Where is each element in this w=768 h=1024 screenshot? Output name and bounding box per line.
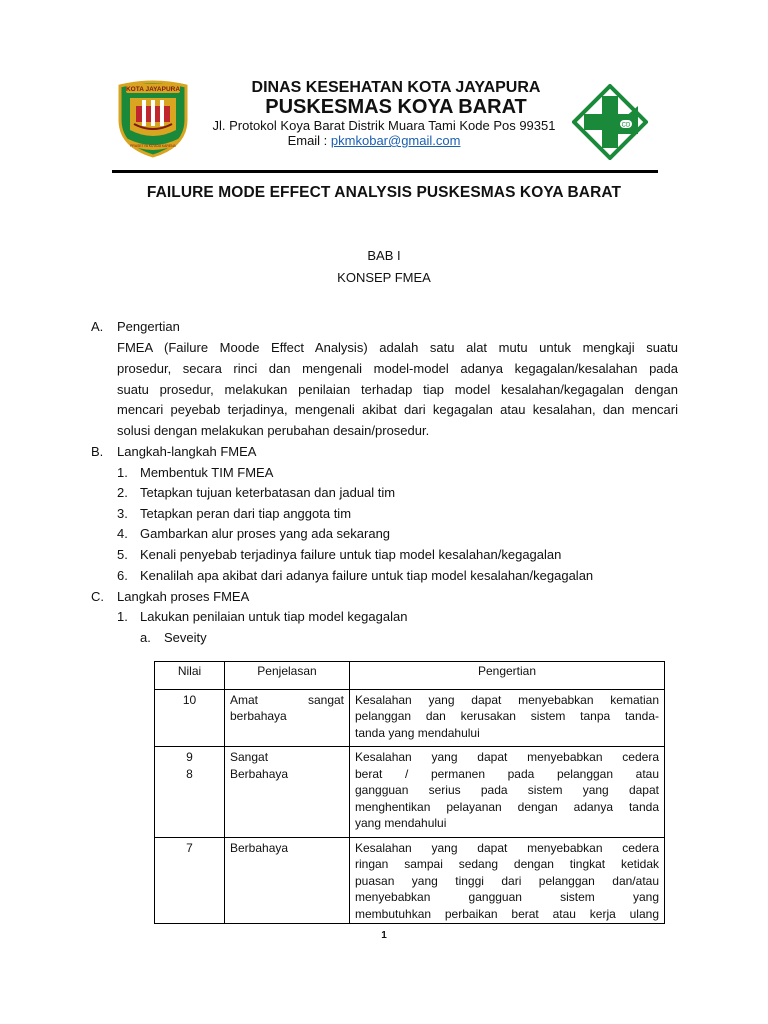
pengertian-cell [350,747,665,838]
section-a-heading: Pengertian [117,319,180,334]
cell-line: Berbahaya [230,766,289,781]
paragraph-line: prosedur, secara rinci dan mengenali model-model adanya kegagalan/kesalahan pada [117,361,678,376]
puskesmas-name: PUSKESMAS KOYA BARAT [265,96,527,118]
cell-line: menghentikan pelayanan dengan adanya tanda [355,799,659,814]
cell-line: membutuhkan perbaikan berat atau kerja ulang [355,906,659,921]
paragraph-line: FMEA (Failure Moode Effect Analysis) adalah satu alat mutu untuk mengkaji suatu [117,340,678,355]
cell-line: Sangat [230,750,269,764]
document-title: FAILURE MODE EFFECT ANALYSIS PUSKESMAS KOYA BARAT [146,184,622,201]
list-item: Tetapkan peran dari tiap anggota tim [140,506,352,521]
table-header-row [155,662,665,690]
cell-line: yang mendahului [355,816,447,830]
list-item-number: 1. [117,609,128,624]
section-c-heading: Langkah proses FMEA [117,589,250,604]
header-pengertian: Pengertian [350,662,665,690]
chapter-title: KONSEP FMEA [337,270,431,285]
cell-line: ringan sampai sedang dengan tingkat ketidak [355,857,659,871]
puskesmas-logo [572,84,648,160]
header-penjelasan: Penjelasan [225,662,350,690]
section-c-marker: C. [91,589,104,604]
emblem-motto-text: PRASETYA KU ADA KARENA [130,144,176,148]
nilai-value: 8 [186,766,193,781]
severity-table [154,661,665,924]
cell-line: gangguan serius pada sistem yang dapat [355,783,659,797]
email-link[interactable]: pkmkobar@gmail.com [330,133,461,148]
email-label: Email : [287,133,328,148]
list-item-number: 2. [117,485,128,500]
list-item: Membentuk TIM FMEA [140,465,274,480]
table-row [155,747,665,838]
list-item-number: 6. [117,568,128,583]
org-name: DINAS KESEHATAN KOTA JAYAPURA [251,79,541,96]
list-item-number: 1. [117,465,128,480]
cell-line: Amat sangat [230,692,344,707]
paragraph-line: suatu prosedur, melakukan penilaian terhadap tiap model kesalahan/kegagalan dengan [117,382,678,397]
cell-line: menyebabkan gangguan sistem yang [355,890,659,904]
cell-line: puasan yang tinggi dari pelanggan dan/atau [355,873,659,888]
list-item: Gambarkan alur proses yang ada sekarang [140,526,391,541]
address: Jl. Protokol Koya Barat Distrik Muara Tami Kode Pos 99351 [212,118,556,133]
sub-item-marker: a. [140,630,151,645]
cell-line: Kesalahan yang dapat menyebabkan cedera [355,840,659,855]
paragraph-line: solusi dengan melakukan perubahan desain/prosedur. [117,423,430,438]
paragraph-line: mencari peyebab terjadinya, mengenali akibat dari kegagalan atau kesalahan, dan mencari [117,402,678,417]
list-item: Kenali penyebab terjadinya failure untuk tiap model kesalahan/kegagalan [140,547,562,562]
cell-line: Kesalahan yang dapat menyebabkan cedera [355,750,659,764]
header-divider [112,170,658,173]
nilai-cell [155,837,225,924]
section-a-marker: A. [91,319,104,334]
sub-item: Seveity [164,630,207,645]
nilai-cell [155,747,225,838]
cell-line: berbahaya [230,709,287,723]
section-b-heading: Langkah-langkah FMEA [117,444,257,459]
list-item: Kenalilah apa akibat dari adanya failure untuk tiap model kesalahan/kegagalan [140,568,594,583]
list-item-number: 3. [117,506,128,521]
cell-line: tanda yang mendahului [355,725,480,740]
cell-line: Berbahaya [230,840,289,855]
pengertian-cell [350,689,665,747]
list-item: Lakukan penilaian untuk tiap model kegagalan [140,609,408,624]
cell-line: pelanggan dan kerusakan sistem tanpa tanda- [355,709,659,723]
table-row [155,837,665,924]
table-row [155,689,665,747]
header-nilai: Nilai [155,662,225,690]
nilai-value: 9 [186,750,193,764]
emblem-banner-text: KOTA JAYAPURA [125,86,181,93]
nilai-cell [155,689,225,747]
penjelasan-cell [225,689,350,747]
chapter-number: BAB I [367,248,401,263]
cell-line: Kesalahan yang dapat menyebabkan kematian [355,692,659,707]
list-item-number: 5. [117,547,128,562]
cell-line: berat / permanen pada pelanggan atau [355,766,659,781]
logo-cd-text: CD [621,122,631,129]
page-number: 1 [381,930,387,941]
penjelasan-cell [225,837,350,924]
pengertian-cell [350,837,665,924]
nilai-value: 10 [182,692,197,707]
list-item-number: 4. [117,526,128,541]
list-item: Tetapkan tujuan keterbatasan dan jadual tim [140,485,396,500]
penjelasan-cell [225,747,350,838]
nilai-value: 7 [186,840,193,855]
section-b-marker: B. [91,444,104,459]
